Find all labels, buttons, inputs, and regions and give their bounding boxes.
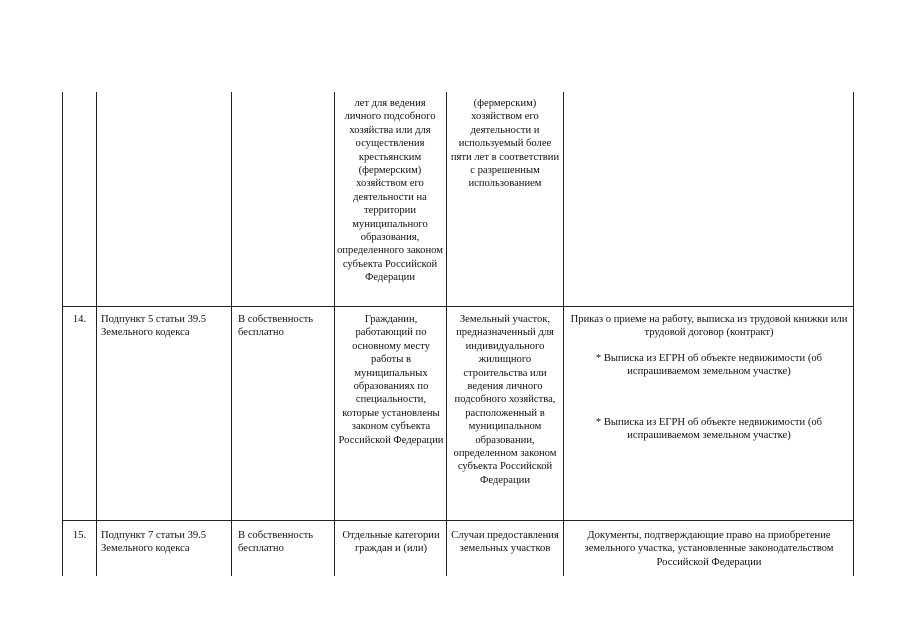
table-divider-3 <box>334 92 335 576</box>
cell-text: Гражданин, работающий по основному месту работы в муниципальных образованиях по специальности, которые установлены законом субъекта Российской Федерации <box>338 314 444 446</box>
table-cell-who <box>338 529 444 556</box>
cell-text: Земельный участок, предназначенный для индивидуального жилищного строительства или ведения личного подсобного хозяйства, расположенный в муниципальном образовании, определенном законом субъекта Российской Федерации <box>453 314 557 486</box>
table-border-right <box>853 92 854 576</box>
table-border-left <box>62 92 63 576</box>
doc-item: Приказ о приеме на работу, выписка из трудовой книжки или трудовой договор (контракт) <box>570 314 848 339</box>
table-cell-basis <box>101 529 229 556</box>
cell-text: Подпункт 7 статьи 39.5 Земельного кодекса <box>101 530 207 555</box>
row-separator-2 <box>62 520 854 521</box>
cell-text: В собственность бесплатно <box>238 530 314 555</box>
doc-item: * Выписка из ЕГРН об объекте недвижимости (об испрашиваемом земельном участке) <box>595 353 823 378</box>
table-divider-5 <box>563 92 564 576</box>
table-cell-land <box>448 313 562 487</box>
table-cell-land <box>449 97 561 191</box>
row-separator-1 <box>62 306 854 307</box>
cell-text: В собственность бесплатно <box>238 314 314 339</box>
table-cell-who <box>338 313 444 447</box>
table-divider-4 <box>446 92 447 576</box>
row-number: 15. <box>72 530 87 541</box>
cell-text: Отдельные категории граждан и (или) <box>342 530 440 555</box>
cell-text: Случаи предоставления земельных участков <box>451 530 559 555</box>
table-cell-land <box>448 529 562 556</box>
table-cell-right <box>238 313 330 340</box>
table-cell-basis <box>101 313 229 340</box>
cell-text: лет для ведения личного подсобного хозяйства или для осуществления крестьянским (фермерским) хозяйством его деятельности на территории муниципального образования, определенного законом субъекта Российской Федерации <box>337 98 443 284</box>
table-divider-1 <box>96 92 97 576</box>
table-cell-num <box>63 529 96 542</box>
table-cell-docs <box>570 416 848 443</box>
row-number: 14. <box>72 314 87 325</box>
table-cell-docs <box>567 529 851 569</box>
table-cell-who <box>337 97 443 285</box>
table-cell-docs <box>570 313 848 340</box>
table-cell-num <box>63 313 96 326</box>
cell-text: (фермерским) хозяйством его деятельности и используемый более пяти лет в соответствии с разрешенным использованием <box>450 98 560 190</box>
table-cell-docs <box>570 352 848 379</box>
doc-item: * Выписка из ЕГРН об объекте недвижимости (об испрашиваемом земельном участке) <box>595 417 823 442</box>
table-divider-2 <box>231 92 232 576</box>
doc-item: Документы, подтверждающие право на приобретение земельного участка, установленные законодательством Российской Федерации <box>584 530 834 568</box>
cell-text: Подпункт 5 статьи 39.5 Земельного кодекса <box>101 314 207 339</box>
table-cell-right <box>238 529 330 556</box>
